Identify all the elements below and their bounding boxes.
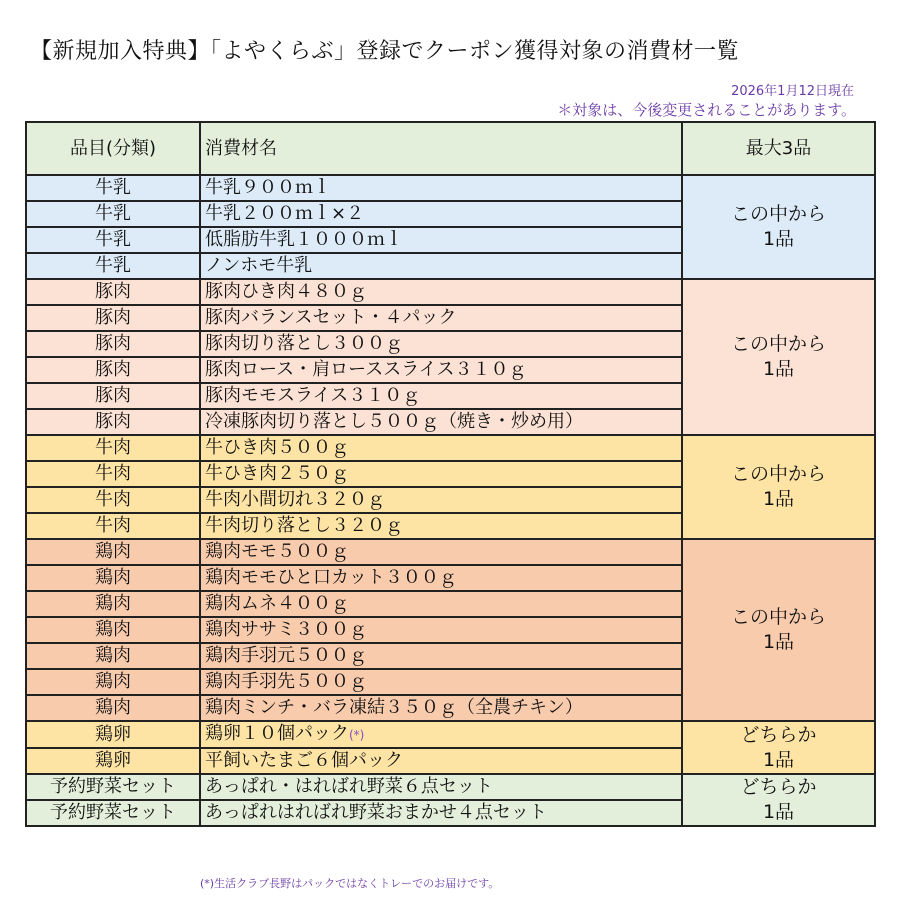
table-row (26, 175, 875, 201)
item-name: 牛ひき肉５００ｇ (205, 437, 349, 458)
item-name: 鶏肉手羽元５００ｇ (205, 645, 367, 666)
item-name-cell (200, 357, 682, 383)
category-cell: 鶏卵 (26, 748, 200, 774)
table-row (26, 721, 875, 748)
item-name-cell (200, 279, 682, 305)
category-cell: 牛肉 (26, 435, 200, 461)
item-name-cell (200, 253, 682, 279)
category-cell: 豚肉 (26, 305, 200, 331)
category-cell: 牛肉 (26, 513, 200, 539)
item-name: 豚肉ロース・肩ローススライス３１０ｇ (205, 359, 527, 380)
item-name-cell (200, 643, 682, 669)
category-cell: 鶏肉 (26, 643, 200, 669)
header-category: 品目(分類) (26, 122, 200, 175)
selection-limit-cell (682, 279, 875, 435)
item-name-cell (200, 305, 682, 331)
category-cell: 豚肉 (26, 331, 200, 357)
category-cell: 鶏肉 (26, 695, 200, 721)
item-name-cell (200, 435, 682, 461)
footnote: (*)生活クラブ長野はパックではなくトレーでのお届けです。 (200, 877, 500, 890)
category-cell: 牛肉 (26, 461, 200, 487)
item-name: 牛肉切り落とし３２０ｇ (205, 515, 403, 536)
category-cell: 豚肉 (26, 357, 200, 383)
change-notice: ＊対象は、今後変更されることがあります。 (557, 101, 856, 119)
header-max: 最大3品 (682, 122, 875, 175)
category-cell: 鶏肉 (26, 669, 200, 695)
selection-limit-text: 1品 (762, 228, 795, 250)
item-name-cell (200, 409, 682, 435)
category-cell: 鶏卵 (26, 721, 200, 748)
item-name: あっぱれ・はればれ野菜６点セット (205, 776, 493, 797)
item-name: 豚肉ひき肉４８０ｇ (205, 281, 367, 302)
item-name: 豚肉バランスセット・４パック (205, 307, 457, 328)
item-name: 鶏肉手羽先５００ｇ (205, 671, 367, 692)
table-row (26, 539, 875, 565)
category-cell: 鶏肉 (26, 565, 200, 591)
category-cell: 鶏肉 (26, 617, 200, 643)
item-name-cell (200, 591, 682, 617)
category-cell: 予約野菜セット (26, 774, 200, 800)
item-name: 牛乳２００ｍｌ×２ (205, 203, 365, 224)
header-item-name: 消費材名 (200, 122, 682, 175)
category-cell: 牛乳 (26, 227, 200, 253)
item-name-cell (200, 331, 682, 357)
selection-limit-cell (682, 539, 875, 721)
item-name-cell (200, 175, 682, 201)
item-name-cell (200, 487, 682, 513)
item-name: 冷凍豚肉切り落とし５００ｇ（焼き・炒め用） (205, 411, 583, 432)
selection-limit-text: 1品 (762, 488, 795, 510)
item-name: 鶏肉ササミ３００ｇ (205, 619, 367, 640)
item-name: 鶏肉ムネ４００ｇ (205, 593, 349, 614)
category-cell: 牛乳 (26, 253, 200, 279)
selection-limit-text: 1品 (762, 748, 795, 771)
selection-limit-text: この中から (730, 333, 826, 355)
item-name: 豚肉モモスライス３１０ｇ (205, 385, 421, 406)
products-table (25, 121, 876, 827)
item-name-cell (200, 383, 682, 409)
item-name: 低脂肪牛乳１０００ｍｌ (205, 229, 403, 250)
selection-limit-text: どちらか (740, 776, 817, 798)
item-name-cell (200, 201, 682, 227)
selection-limit-text: 1品 (762, 801, 795, 823)
item-name: 鶏肉モモ５００ｇ (205, 541, 349, 562)
item-name-cell (200, 461, 682, 487)
item-name-cell (200, 539, 682, 565)
table-header-row (26, 122, 875, 175)
selection-limit-text: どちらか (740, 723, 817, 746)
selection-limit-text: この中から (730, 463, 826, 485)
item-name: 豚肉切り落とし３００ｇ (205, 333, 403, 354)
selection-limit-cell (682, 774, 875, 826)
category-cell: 牛肉 (26, 487, 200, 513)
selection-limit-text: この中から (730, 203, 826, 225)
table-row (26, 435, 875, 461)
category-cell: 鶏肉 (26, 591, 200, 617)
item-name: 牛乳９００ｍｌ (205, 177, 331, 198)
item-name-cell (200, 227, 682, 253)
item-name-cell (200, 721, 682, 748)
category-cell: 予約野菜セット (26, 800, 200, 826)
item-name: ノンホモ牛乳 (205, 255, 313, 276)
selection-limit-cell (682, 721, 875, 774)
item-name-cell (200, 748, 682, 774)
selection-limit-text: 1品 (762, 631, 795, 653)
item-name: 牛肉小間切れ３２０ｇ (205, 489, 385, 510)
selection-limit-text: 1品 (762, 358, 795, 380)
table-body (26, 175, 875, 826)
item-name-cell (200, 565, 682, 591)
category-cell: 鶏肉 (26, 539, 200, 565)
selection-limit-cell (682, 175, 875, 279)
category-cell: 牛乳 (26, 201, 200, 227)
item-name: 平飼いたまご６個パック (205, 750, 403, 771)
item-name-cell (200, 617, 682, 643)
item-name: 鶏肉モモひと口カット３００ｇ (205, 567, 457, 588)
footnote-mark: (*) (349, 728, 365, 742)
item-name: 鶏卵１０個パック (205, 723, 349, 744)
item-name-cell (200, 800, 682, 826)
as-of-date: 2026年1月12日現在 (731, 84, 854, 99)
table-row (26, 279, 875, 305)
category-cell: 豚肉 (26, 409, 200, 435)
table-row (26, 774, 875, 800)
item-name: 鶏肉ミンチ・バラ凍結３５０ｇ（全農チキン） (205, 697, 583, 718)
selection-limit-cell (682, 435, 875, 539)
item-name-cell (200, 513, 682, 539)
category-cell: 牛乳 (26, 175, 200, 201)
item-name: 牛ひき肉２５０ｇ (205, 463, 349, 484)
category-cell: 豚肉 (26, 279, 200, 305)
item-name: あっぱれはればれ野菜おまかせ４点セット (205, 802, 547, 823)
item-name-cell (200, 774, 682, 800)
item-name-cell (200, 669, 682, 695)
item-name-cell (200, 695, 682, 721)
selection-limit-text: この中から (730, 606, 826, 628)
category-cell: 豚肉 (26, 383, 200, 409)
page-title: 【新規加入特典】「よやくらぶ」登録でクーポン獲得対象の消費材一覧 (30, 39, 740, 64)
